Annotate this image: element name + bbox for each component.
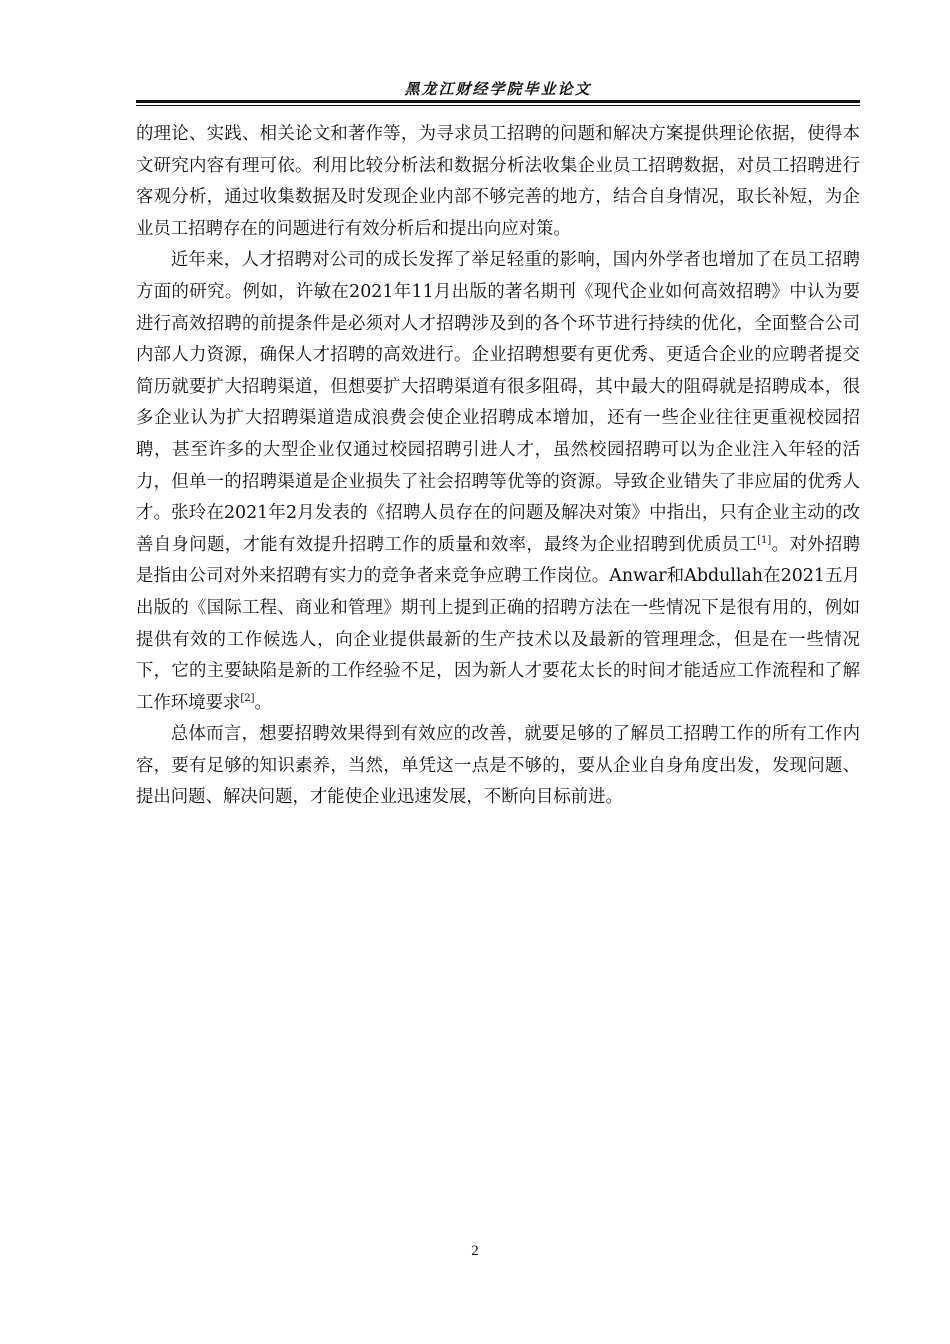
paragraph-2-part-c: 。 — [254, 692, 272, 713]
paragraph-3: 总体而言，想要招聘效果得到有效应的改善，就要足够的了解员工招聘工作的所有工作内容，要有足够的知识素养，当然，单凭这一点是不够的，要从企业自身角度出发，发现问题、提出问题、解决问题，才能使企业迅速发展，不断向目标前进。 — [136, 724, 860, 808]
paragraph-2 — [136, 245, 860, 719]
header-rule-thin — [136, 105, 860, 106]
header-rule-thick — [136, 100, 860, 103]
citation-2: [2] — [240, 692, 255, 704]
main-body — [136, 119, 860, 814]
citation-1: [1] — [757, 534, 772, 546]
page-header — [136, 78, 860, 108]
paragraph-2-part-a: 近年来，人才招聘对公司的成长发挥了举足轻重的影响，国内外学者也增加了在员工招聘方面的研究。例如，许敏在2021年11月出版的著名期刊《现代企业如何高效招聘》中认为要进行高效招聘的前提条件是必须对人才招聘涉及到的各个环节进行持续的优化，全面整合公司内部人力资源，确保人才招聘的高效进行。企业招聘想要有更优秀、更适合企业的应聘者提交简历就要扩大招聘渠道，但想要扩大招聘渠道有很多阻碍，其中最大的阻碍就是招聘成本，很多企业认为扩大招聘渠道造成浪费会使企业招聘成本增加，还有一些企业往往更重视校园招聘，甚至许多的大型企业仅通过校园招聘引进人才，虽然校园招聘可以为企业注入年轻的活力，但单一的招聘渠道是企业损失了社会招聘等优等的资源。导致企业错失了非应届的优秀人才。张玲在2021年2月发表的《招聘人员存在的问题及解决对策》中指出，只有企业主动的改善自身问题，才能有效提升招聘工作的质量和效率，最终为企业招聘到优质员工 — [136, 250, 860, 555]
paragraph-1: 的理论、实践、相关论文和著作等，为寻求员工招聘的问题和解决方案提供理论依据，使得本文研究内容有理可依。利用比较分析法和数据分析法收集企业员工招聘数据，对员工招聘进行客观分析，通过收集数据及时发现企业内部不够完善的地方，结合自身情况，取长补短，为企业员工招聘存在的问题进行有效分析后和提出向应对策。 — [136, 124, 860, 239]
page-number: 2 — [471, 1243, 479, 1259]
header-title: 黑龙江财经学院毕业论文 — [404, 80, 592, 98]
paragraph-2-part-b: 。对外招聘是指由公司对外来招聘有实力的竞争者来竞争应聘工作岗位。Anwar和Abdullah在2021五月出版的《国际工程、商业和管理》期刊上提到正确的招聘方法在一些情况下是很有用的，例如提供有效的工作候选人，向企业提供最新的生产技术以及最新的管理理念，但是在一些情况下，它的主要缺陷是新的工作经验不足，因为新人才要花太长的时间才能适应工作流程和了解工作环境要求 — [136, 534, 860, 713]
